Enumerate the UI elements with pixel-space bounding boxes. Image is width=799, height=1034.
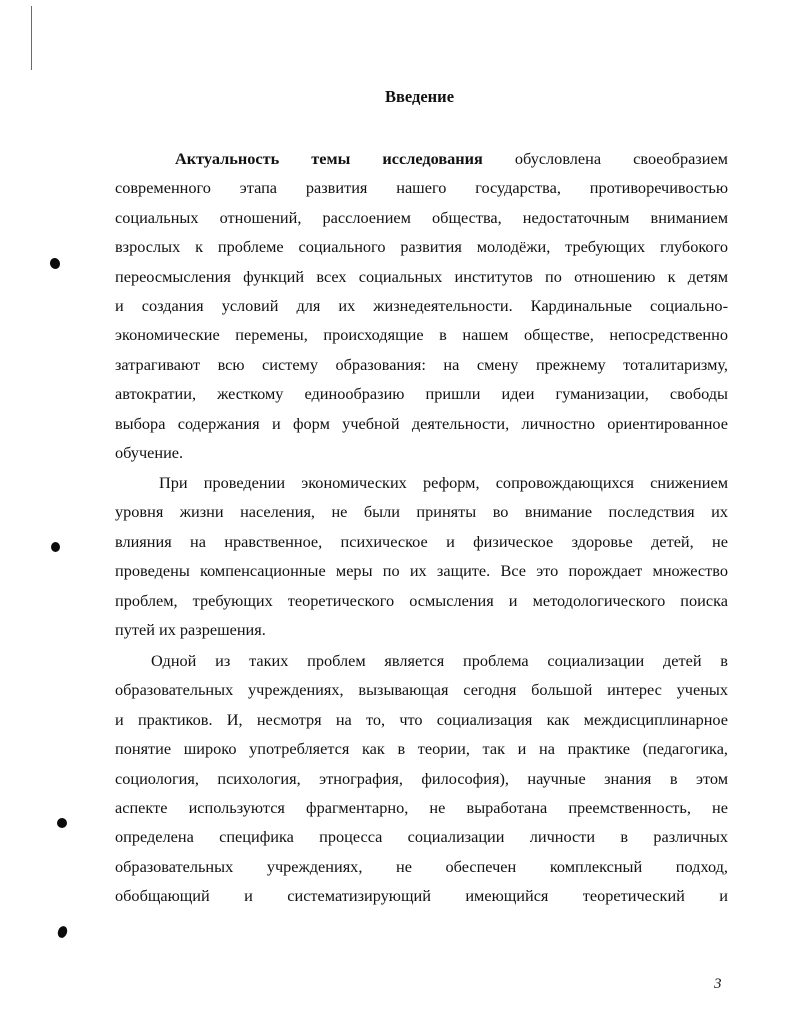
paragraph-line: взрослых к проблеме социального развития молодёжи, требующих глубокого: [115, 237, 728, 257]
page-heading: Введение: [384, 87, 455, 106]
paragraph-line: проведены компенсационные меры по их защите. Все это порождает множество: [115, 561, 728, 581]
paragraph-line: влияния на нравственное, психическое и физическое здоровье детей, не: [115, 531, 728, 551]
margin-line: [31, 6, 32, 70]
paragraph-reforms: [115, 468, 728, 644]
relevance-term: Актуальность темы исследования: [175, 149, 483, 168]
paragraph-socialization: [115, 646, 728, 911]
paragraph-line: переосмысления функций всех социальных институтов по отношению к детям: [115, 266, 728, 286]
paragraph-text: обусловлена своеобразием: [482, 149, 728, 168]
scan-mark: [57, 818, 67, 828]
paragraph-line: современного этапа развития нашего государства, противоречивостью: [115, 178, 728, 198]
paragraph-line: затрагивают всю систему образования: на смену прежнему тоталитаризму,: [115, 354, 728, 374]
paragraph-line: При проведении экономических реформ, сопровождающихся снижением: [159, 473, 728, 492]
paragraph-line: и создания условий для их жизнедеятельности. Кардинальные социально-: [115, 295, 728, 315]
paragraph-line: [115, 144, 728, 173]
paragraph-line: проблем, требующих теоретического осмысления и методологического поиска: [115, 590, 728, 610]
paragraph-relevance: [115, 144, 728, 467]
paragraph-line: обучение.: [115, 442, 184, 462]
scan-mark: [51, 542, 60, 552]
scan-mark: [49, 257, 62, 271]
paragraph-line: социальных отношений, расслоением общества, недостаточным вниманием: [115, 207, 728, 227]
paragraph-line: аспекте используются фрагментарно, не выработана преемственность, не: [115, 797, 728, 817]
paragraph-line: выбора содержания и форм учебной деятельности, личностно ориентированное: [115, 413, 728, 433]
paragraph-line: обобщающий и систематизирующий имеющийся теоретический и: [115, 886, 728, 906]
paragraph-line: образовательных учреждениях, вызывающая сегодня большой интерес ученых: [115, 680, 728, 700]
paragraph-line: автократии, жесткому единообразию пришли идеи гуманизации, свободы: [115, 384, 728, 404]
paragraph-line: экономические перемены, происходящие в нашем обществе, непосредственно: [115, 325, 728, 345]
paragraph-line: понятие широко употребляется как в теории, так и на практике (педагогика,: [115, 739, 728, 759]
paragraph-line: Одной из таких проблем является проблема социализации детей в: [151, 651, 728, 670]
scan-mark: [56, 925, 69, 939]
paragraph-line: и практиков. И, несмотря на то, что социализация как междисциплинарное: [115, 709, 728, 729]
paragraph-line: образовательных учреждениях, не обеспечен комплексный подход,: [115, 856, 728, 876]
paragraph-line: определена специфика процесса социализации личности в различных: [115, 827, 728, 847]
paragraph-line: уровня жизни населения, не были приняты во внимание последствия их: [115, 502, 728, 522]
paragraph-line: путей их разрешения.: [115, 619, 266, 639]
page-number: 3: [714, 976, 722, 992]
paragraph-line: социология, психология, этнография, философия), научные знания в этом: [115, 768, 728, 788]
